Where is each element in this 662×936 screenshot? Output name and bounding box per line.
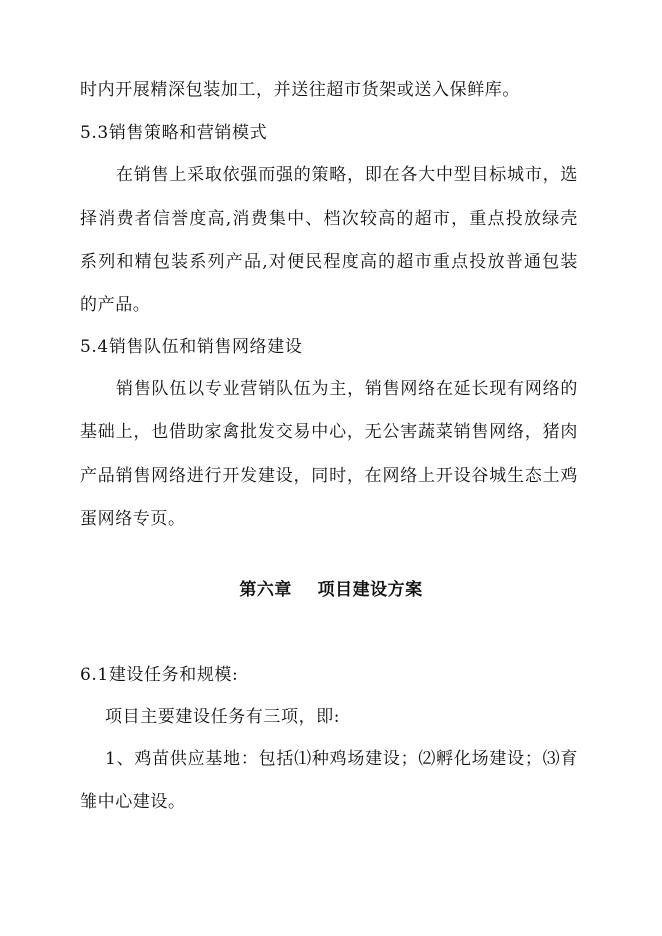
paragraph-line: 择消费者信誉度高,消费集中、档次较高的超市，重点投放绿壳	[80, 209, 578, 229]
chapter-number: 第六章	[239, 580, 292, 600]
paragraph-line: 销售队伍以专业营销队伍为主，销售网络在延长现有网络的	[116, 379, 578, 399]
paragraph-continuation-line: 时内开展精深包装加工，并送往超市货架或送入保鲜库。	[80, 80, 520, 100]
paragraph-line: 产品销售网络进行开发建设，同时，在网络上开设谷城生态土鸡	[80, 466, 578, 486]
paragraph-line: 项目主要建设任务有三项，即:	[105, 707, 341, 727]
list-item-line: 雏中心建设。	[80, 792, 186, 812]
section-heading-5-3: 5.3销售策略和营销模式	[80, 123, 268, 143]
paragraph-line: 蛋网络专页。	[80, 509, 186, 529]
paragraph-line: 在销售上采取依强而强的策略，即在各大中型目标城市，选	[116, 165, 578, 185]
paragraph-line: 基础上，也借助家禽批发交易中心，无公害蔬菜销售网络，猪肉	[80, 422, 578, 442]
section-heading-6-1: 6.1建设任务和规模:	[80, 665, 239, 685]
paragraph-line: 系列和精包装系列产品,对便民程度高的超市重点投放普通包装	[80, 252, 578, 272]
chapter-heading	[0, 579, 662, 601]
section-heading-5-4: 5.4销售队伍和销售网络建设	[80, 337, 303, 357]
paragraph-line: 的产品。	[80, 295, 151, 315]
list-item-line: 1、鸡苗供应基地：包括⑴种鸡场建设；⑵孵化场建设；⑶育	[105, 749, 578, 769]
chapter-title: 项目建设方案	[317, 580, 423, 600]
